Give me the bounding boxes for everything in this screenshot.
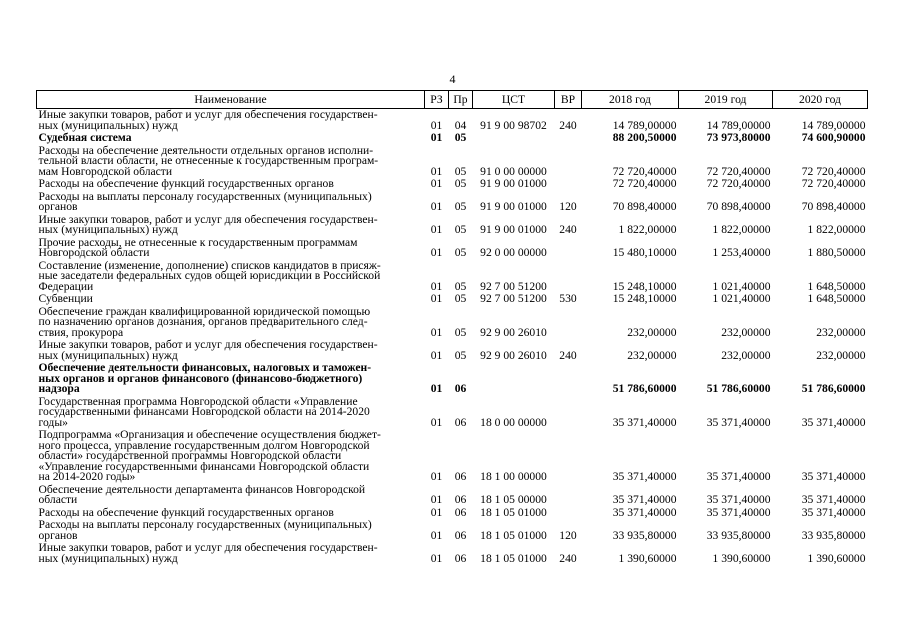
- cell-pr: 05: [454, 246, 467, 259]
- cell-name-line: по назначению органов дознания, органов предварительного след-: [38, 315, 368, 328]
- cell-cst: 18 1 05 01000: [480, 505, 547, 519]
- cell-cst: [473, 362, 555, 396]
- cell-2018: 15 248,10000: [612, 279, 677, 293]
- cell-name-line: ных органов и органов финансового (финансово-бюджетного): [38, 371, 363, 385]
- cell-name-line: ного процесса, управление государственным долгом Новгородской: [38, 438, 370, 452]
- cell-name: [37, 214, 425, 237]
- cell-name-line: Судебная система: [38, 131, 132, 144]
- cell-2019: 1 021,40000: [712, 292, 771, 305]
- header-2020: 2020 год: [773, 91, 868, 109]
- header-2018: 2018 год: [582, 91, 679, 109]
- table-row: [37, 132, 868, 145]
- cell-2018: 35 371,40000: [612, 470, 677, 483]
- cell-2019: 73 973,80000: [706, 131, 771, 144]
- cell-pr: 05: [454, 325, 467, 339]
- cell-vr: [555, 484, 582, 507]
- cell-name-line: области» государственной программы Новгородской области: [38, 449, 342, 462]
- cell-name-line: Подпрограмма «Организация и обеспечение осуществления бюджет-: [38, 428, 381, 441]
- cell-name: [37, 362, 425, 396]
- cell-name-line: Иные закупки товаров, работ и услуг для обеспечения государствен-: [38, 212, 378, 226]
- cell-2018: 70 898,40000: [612, 200, 677, 213]
- cell-cst: 92 0 00 00000: [480, 246, 547, 259]
- cell-2020: 232,00000: [816, 348, 866, 362]
- table-row: [37, 191, 868, 214]
- cell-2019: 35 371,40000: [706, 470, 771, 483]
- cell-2020: 232,00000: [816, 325, 866, 339]
- cell-name-line: ных (муниципальных) нужд: [38, 348, 178, 362]
- cell-name-line: ных (муниципальных) нужд: [38, 551, 178, 565]
- cell-cst: 18 1 00 00000: [480, 470, 547, 483]
- cell-2018: 1 390,60000: [618, 551, 677, 565]
- page-number: 4: [449, 72, 456, 86]
- cell-rz: 01: [430, 279, 443, 293]
- cell-pr: 06: [454, 382, 467, 395]
- header-name: Наименование: [37, 91, 425, 109]
- cell-2020: 1 822,00000: [807, 223, 866, 236]
- cell-2020: 35 371,40000: [801, 470, 866, 483]
- cell-name-line: Расходы на выплаты персоналу государственных (муниципальных): [38, 189, 372, 203]
- cell-rz: 01: [430, 415, 443, 429]
- cell-2020: 35 371,40000: [801, 493, 866, 506]
- cell-vr: 240: [559, 223, 577, 236]
- cell-name-line: государственными финансами Новгородской области на 2014-2020: [38, 405, 370, 418]
- cell-name: [37, 429, 425, 484]
- cell-name-line: Новгородской области: [38, 246, 150, 259]
- cell-rz: 01: [430, 164, 443, 178]
- cell-name-line: Государственная программа Новгородской области «Управление: [38, 394, 358, 408]
- cell-cst: 91 9 00 01000: [480, 200, 547, 213]
- cell-name: [37, 237, 425, 260]
- cell-2019: 35 371,40000: [706, 415, 771, 429]
- cell-2018: 14 789,00000: [612, 118, 677, 132]
- cell-2018: 35 371,40000: [612, 415, 677, 429]
- cell-name-line: органов: [38, 528, 78, 542]
- cell-cst: 91 9 00 98702: [480, 118, 547, 132]
- cell-name-line: Субвенции: [38, 292, 93, 305]
- cell-2018: 72 720,40000: [612, 164, 677, 178]
- cell-vr: 120: [559, 528, 577, 542]
- cell-2018: 15 480,10000: [612, 246, 677, 259]
- table-row: [37, 260, 868, 294]
- cell-2020: 14 789,00000: [801, 118, 866, 132]
- cell-rz: 01: [430, 348, 443, 362]
- cell-vr: 240: [559, 118, 577, 132]
- table-row: [37, 109, 868, 133]
- cell-2019: 72 720,40000: [706, 164, 771, 178]
- table-row: [37, 214, 868, 237]
- cell-rz: 01: [430, 505, 443, 519]
- cell-pr: 06: [454, 470, 467, 483]
- cell-rz: 01: [430, 493, 443, 506]
- cell-name: [37, 293, 425, 306]
- cell-name-line: ствия, прокурора: [38, 325, 124, 339]
- cell-name-line: ных (муниципальных) нужд: [38, 223, 178, 236]
- cell-name-line: Расходы на обеспечение функций государственных органов: [38, 505, 334, 519]
- table-row: [37, 237, 868, 260]
- cell-cst: 91 0 00 00000: [480, 164, 547, 178]
- cell-2020: 1 648,50000: [807, 279, 866, 293]
- cell-2020: 72 720,40000: [801, 164, 866, 178]
- cell-cst: 92 7 00 51200: [480, 279, 547, 293]
- cell-pr: 05: [454, 292, 467, 305]
- cell-name: [37, 396, 425, 430]
- cell-rz: 01: [430, 246, 443, 259]
- header-cst: ЦСТ: [473, 91, 555, 109]
- cell-name-line: Обеспечение граждан квалифицированной юридической помощью: [38, 304, 371, 318]
- cell-name-line: тельной власти области, не отнесенные к государственным програм-: [38, 154, 379, 167]
- cell-2019: 72 720,40000: [706, 177, 771, 190]
- cell-cst: 18 1 05 01000: [480, 528, 547, 542]
- cell-pr: 05: [454, 279, 467, 293]
- cell-pr: 06: [454, 551, 467, 565]
- cell-cst: 18 1 05 00000: [480, 493, 547, 506]
- cell-pr: 06: [454, 415, 467, 429]
- cell-2020: 35 371,40000: [801, 505, 866, 519]
- cell-cst: 92 7 00 51200: [480, 292, 547, 305]
- cell-pr: 05: [454, 164, 467, 178]
- cell-2020: 1 880,50000: [807, 246, 866, 259]
- cell-vr: [555, 507, 582, 520]
- cell-2019: 1 253,40000: [712, 246, 771, 259]
- cell-rz: 01: [430, 382, 443, 395]
- cell-name: [37, 109, 425, 133]
- cell-2020: 33 935,80000: [801, 528, 866, 542]
- cell-name: [37, 191, 425, 214]
- cell-2018: 232,00000: [627, 325, 677, 339]
- cell-vr: [555, 396, 582, 430]
- cell-pr: 04: [454, 118, 467, 132]
- header-rz: РЗ: [425, 91, 449, 109]
- cell-rz: 01: [430, 118, 443, 132]
- cell-vr: [555, 362, 582, 396]
- cell-name-line: Федерации: [38, 279, 94, 293]
- cell-2018: 15 248,10000: [612, 292, 677, 305]
- cell-pr: 05: [454, 200, 467, 213]
- cell-2019: 232,00000: [721, 348, 771, 362]
- cell-2019: 35 371,40000: [706, 493, 771, 506]
- cell-2019: 232,00000: [721, 325, 771, 339]
- cell-vr: [555, 429, 582, 484]
- cell-pr: 05: [454, 223, 467, 236]
- cell-cst: 18 1 05 01000: [480, 551, 547, 565]
- cell-name: [37, 306, 425, 340]
- cell-vr: [555, 145, 582, 179]
- cell-2020: 51 786,60000: [801, 382, 866, 395]
- cell-rz: 01: [430, 177, 443, 190]
- cell-vr: 240: [559, 348, 577, 362]
- cell-vr: [555, 178, 582, 191]
- cell-rz: 01: [430, 131, 443, 144]
- cell-name: [37, 145, 425, 179]
- cell-name-line: ных (муниципальных) нужд: [38, 118, 178, 132]
- cell-2018: 35 371,40000: [612, 505, 677, 519]
- cell-name-line: ные заседатели федеральных судов общей юрисдикции в Российской: [38, 269, 381, 282]
- cell-name-line: Обеспечение деятельности финансовых, налоговых и таможен-: [38, 361, 372, 374]
- cell-pr: 06: [454, 493, 467, 506]
- cell-2018: 88 200,50000: [612, 131, 677, 144]
- cell-2018: 1 822,00000: [618, 223, 677, 236]
- cell-cst: 92 9 00 26010: [480, 325, 547, 339]
- cell-2019: 1 021,40000: [712, 279, 771, 293]
- cell-2020: 72 720,40000: [801, 177, 866, 190]
- table-row: [37, 542, 868, 565]
- cell-2019: 70 898,40000: [706, 200, 771, 213]
- table-row: [37, 362, 868, 396]
- cell-2019: 51 786,60000: [706, 382, 771, 395]
- cell-cst: 91 9 00 01000: [480, 223, 547, 236]
- cell-cst: 92 9 00 26010: [480, 348, 547, 362]
- cell-name-line: органов: [38, 200, 78, 213]
- table-row: [37, 339, 868, 362]
- cell-name: [37, 519, 425, 542]
- table-row: [37, 396, 868, 430]
- header-pr: Пр: [449, 91, 473, 109]
- cell-2018: 232,00000: [627, 348, 677, 362]
- cell-2020: 74 600,90000: [801, 131, 866, 144]
- cell-rz: 01: [430, 470, 443, 483]
- cell-cst: 18 0 00 00000: [480, 415, 547, 429]
- cell-name-line: Иные закупки товаров, работ и услуг для обеспечения государствен-: [38, 541, 378, 554]
- cell-name-line: Расходы на обеспечение деятельности отдельных органов исполни-: [38, 143, 374, 157]
- cell-name: [37, 484, 425, 507]
- table-header-row: [37, 91, 868, 109]
- cell-pr: 05: [454, 348, 467, 362]
- cell-name-line: Составление (изменение, дополнение) списков кандидатов в присяж-: [38, 258, 381, 272]
- cell-vr: 120: [559, 200, 577, 213]
- table-row: [37, 429, 868, 484]
- cell-2018: 35 371,40000: [612, 493, 677, 506]
- cell-rz: 01: [430, 528, 443, 542]
- cell-name-line: Расходы на выплаты персоналу государственных (муниципальных): [38, 518, 372, 531]
- cell-name-line: Иные закупки товаров, работ и услуг для обеспечения государствен-: [38, 338, 378, 351]
- cell-pr: 05: [454, 177, 467, 190]
- cell-vr: [555, 260, 582, 294]
- table-row: [37, 178, 868, 191]
- header-vr: ВР: [555, 91, 582, 109]
- cell-cst: [473, 132, 555, 145]
- cell-2020: 70 898,40000: [801, 200, 866, 213]
- cell-name-line: Прочие расходы, не отнесенные к государственным программам: [38, 235, 358, 249]
- cell-cst: 91 9 00 01000: [480, 177, 547, 190]
- cell-name-line: Обеспечение деятельности департамента финансов Новгородской: [38, 482, 366, 496]
- table-row: [37, 519, 868, 542]
- table-row: [37, 484, 868, 507]
- cell-rz: 01: [430, 292, 443, 305]
- cell-pr: 05: [454, 131, 467, 144]
- cell-name-line: мам Новгородской области: [38, 164, 173, 178]
- cell-vr: 530: [559, 292, 577, 305]
- cell-rz: 01: [430, 551, 443, 565]
- cell-name-line: на 2014-2020 годы»: [38, 470, 136, 483]
- cell-pr: 06: [454, 528, 467, 542]
- cell-name-line: надзора: [38, 382, 80, 395]
- cell-rz: 01: [430, 223, 443, 236]
- cell-name-line: Расходы на обеспечение функций государственных органов: [38, 177, 334, 190]
- cell-name: [37, 542, 425, 565]
- cell-2019: 1 390,60000: [712, 551, 771, 565]
- cell-rz: 01: [430, 325, 443, 339]
- budget-table: [36, 90, 868, 565]
- cell-2020: 1 648,50000: [807, 292, 866, 305]
- header-2019: 2019 год: [679, 91, 773, 109]
- cell-name: [37, 339, 425, 362]
- table-row: [37, 293, 868, 306]
- cell-name: [37, 178, 425, 191]
- cell-vr: [555, 132, 582, 145]
- cell-name: [37, 132, 425, 145]
- table-row: [37, 145, 868, 179]
- cell-2019: 33 935,80000: [706, 528, 771, 542]
- cell-vr: 240: [559, 551, 577, 565]
- cell-name-line: годы»: [38, 415, 68, 429]
- cell-vr: [555, 306, 582, 340]
- cell-pr: 06: [454, 505, 467, 519]
- cell-name-line: «Управление государственными финансами Новгородской области: [38, 459, 370, 473]
- cell-2018: 72 720,40000: [612, 177, 677, 190]
- cell-2018: 33 935,80000: [612, 528, 677, 542]
- cell-2020: 35 371,40000: [801, 415, 866, 429]
- cell-2019: 14 789,00000: [706, 118, 771, 132]
- cell-name: [37, 260, 425, 294]
- table-row: [37, 306, 868, 340]
- cell-2019: 1 822,00000: [712, 223, 771, 236]
- cell-2018: 51 786,60000: [612, 382, 677, 395]
- cell-2019: 35 371,40000: [706, 505, 771, 519]
- cell-name-line: области: [38, 493, 78, 506]
- cell-vr: [555, 237, 582, 260]
- table-body: [37, 109, 868, 566]
- cell-2020: 1 390,60000: [807, 551, 866, 565]
- cell-rz: 01: [430, 200, 443, 213]
- cell-name-line: Иные закупки товаров, работ и услуг для обеспечения государствен-: [38, 108, 378, 121]
